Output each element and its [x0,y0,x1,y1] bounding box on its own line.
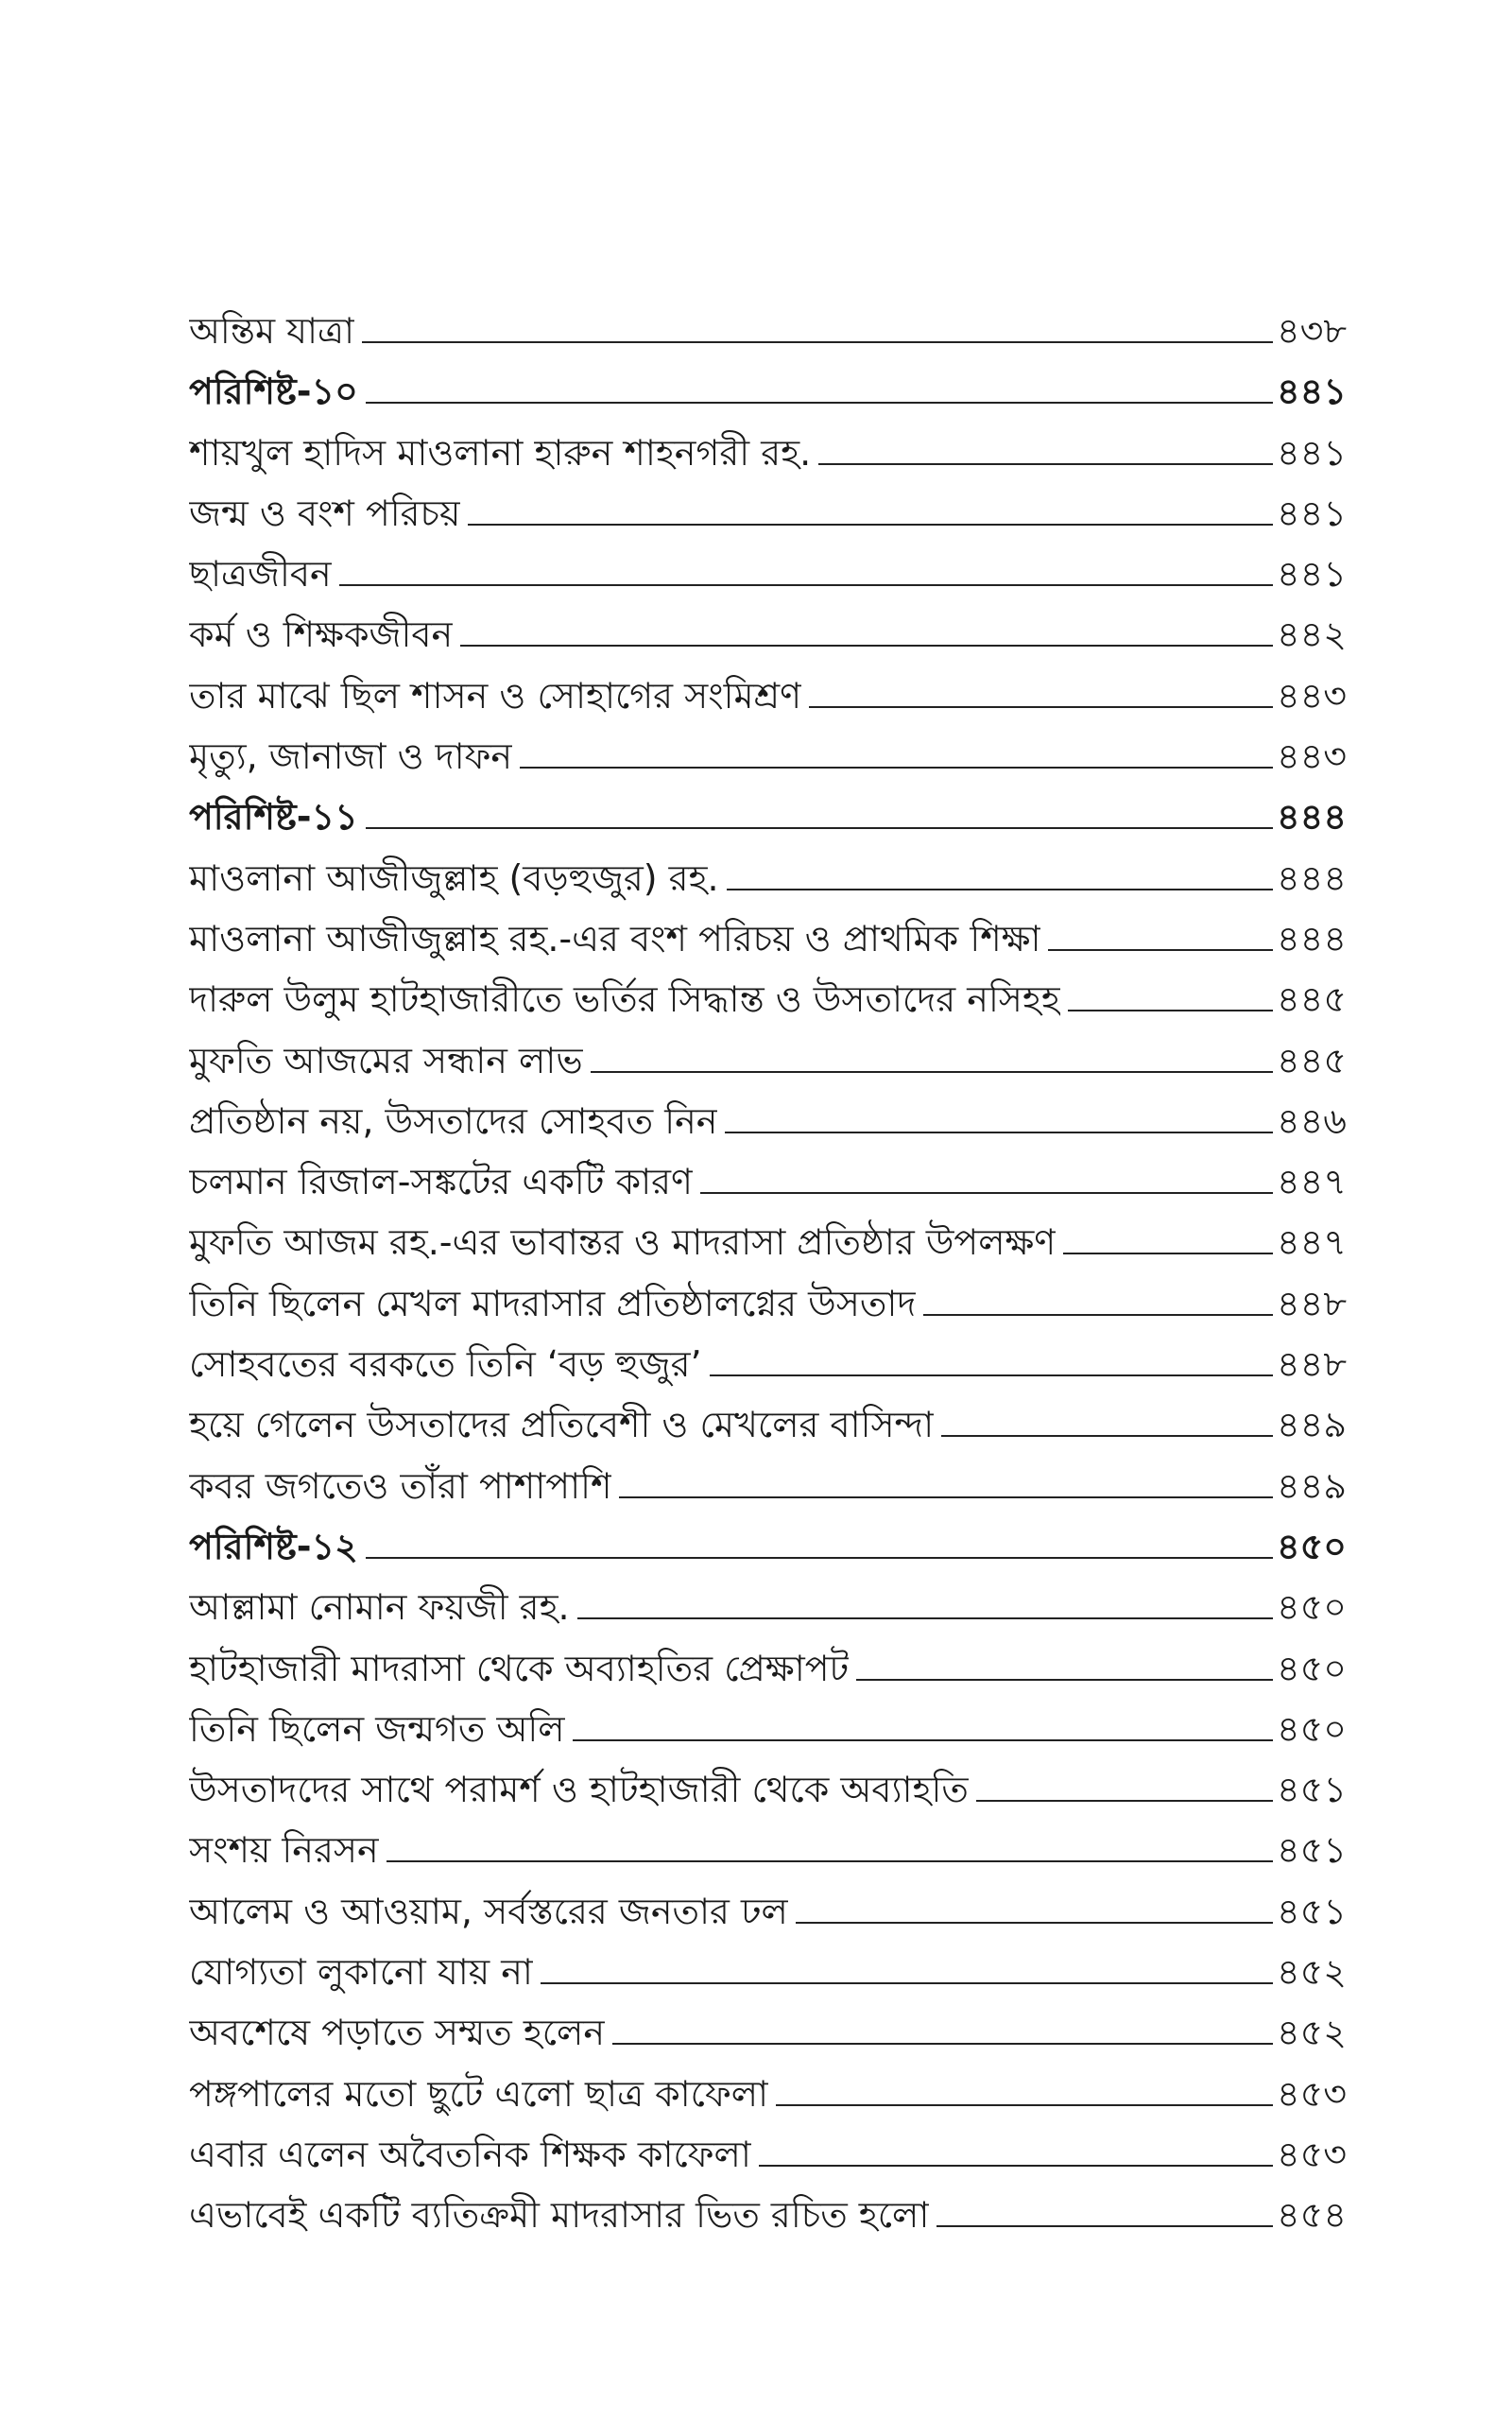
toc-entry-page: ৪৪৫ [1277,1039,1347,1081]
toc-entry-title: দারুল উলুম হাটহাজারীতে ভর্তির সিদ্ধান্ত ও উসতাদের নসিহহ [189,978,1060,1021]
toc-entry-title: কর্ম ও শিক্ষকজীবন [189,614,454,656]
toc-entry-title: পরিশিষ্ট-১০ [189,371,358,413]
leader-line [468,524,1273,526]
toc-section-heading[interactable] [189,1516,1347,1577]
toc-entry-page: ৪৪১ [1277,431,1347,474]
toc-entry-title: তার মাঝে ছিল শাসন ও সোহাগের সংমিশ্রণ [189,674,802,717]
toc-entry-title: এভাবেই একটি ব্যতিক্রমী মাদরাসার ভিত রচিত হলো [189,2194,930,2237]
leader-line [366,1557,1273,1559]
leader-line [936,2225,1273,2227]
toc-entry-title: অন্তিম যাত্রা [189,310,354,352]
toc-entry-title: মুফতি আজমের সন্ধান লাভ [189,1039,583,1081]
toc-entry[interactable] [189,2064,1347,2124]
toc-entry-page: ৪৪৫ [1277,978,1347,1021]
toc-entry-title: মৃত্যু, জানাজা ও দাফন [189,735,513,778]
toc-entry-title: মাওলানা আজীজুল্লাহ রহ.-এর বংশ পরিচয় ও প্রাথমিক শিক্ষা [189,917,1041,959]
toc-entry-page: ৪৪৯ [1277,1464,1347,1507]
toc-entry-page: ৪৫৩ [1276,2072,1347,2115]
toc-entry-title: উসতাদদের সাথে পরামর্শ ও হাটহাজারী থেকে অব্যাহতি [189,1769,969,1811]
toc-entry-page: ৪৪১ [1277,553,1347,596]
toc-entry[interactable] [189,483,1347,544]
leader-line [941,1435,1273,1437]
toc-entry-title: সোহবতের বরকতে তিনি ‘বড় হুজুর’ [189,1343,702,1386]
leader-line [1048,949,1273,951]
leader-line [809,706,1273,708]
toc-entry-page: ৪৫১ [1277,1829,1347,1872]
toc-entry[interactable] [189,1273,1347,1334]
toc-entry-page: ৪৫০ [1276,1707,1347,1750]
leader-line [577,1617,1273,1619]
toc-entry-page: ৪৪৩ [1276,735,1347,778]
toc-entry[interactable] [189,1394,1347,1455]
toc-entry-title: পরিশিষ্ট-১২ [189,1525,358,1567]
leader-line [976,1800,1273,1802]
toc-entry[interactable] [189,2124,1347,2185]
toc-entry-title: যোগ্যতা লুকানো যায় না [189,1951,533,1994]
toc-entry[interactable] [189,1151,1347,1212]
leader-line [725,1132,1273,1133]
toc-entry-page: ৪৫০ [1276,1586,1347,1629]
leader-line [520,767,1273,769]
toc-entry[interactable] [189,1881,1347,1942]
toc-entry-title: আল্লামা নোমান ফয়জী রহ. [189,1586,570,1629]
leader-line [460,645,1273,647]
toc-entry-page: ৪৫২ [1276,1951,1347,1994]
leader-line [573,1739,1273,1741]
toc-entry[interactable] [189,2185,1347,2245]
leader-line [366,827,1273,829]
toc-entry-page: ৪৫০ [1276,1647,1347,1689]
toc-entry[interactable] [189,1759,1347,1820]
toc-entry-page: ৪৪৬ [1276,1099,1347,1142]
leader-line [366,402,1273,404]
toc-section-heading[interactable] [189,786,1347,847]
toc-entry[interactable] [189,848,1347,908]
leader-line [339,584,1273,586]
leader-line [1068,1010,1273,1011]
toc-entry-page: ৪৫৩ [1276,2133,1347,2175]
toc-entry-title: এবার এলেন অবৈতনিক শিক্ষক কাফেলা [189,2133,751,2175]
toc-entry-page: ৪৫১ [1277,1769,1347,1811]
toc-entry-title: তিনি ছিলেন জন্মগত অলি [189,1707,565,1750]
toc-entry[interactable] [189,544,1347,604]
leader-line [727,889,1273,890]
toc-entry-title: মুফতি আজম রহ.-এর ভাবান্তর ও মাদরাসা প্রতিষ্ঠার উপলক্ষণ [189,1221,1057,1264]
leader-line [818,463,1273,465]
toc-entry-title: হয়ে গেলেন উসতাদের প্রতিবেশী ও মেখলের বাসিন্দা [189,1404,935,1446]
toc-entry[interactable] [189,423,1347,483]
toc-entry[interactable] [189,908,1347,969]
toc-entry[interactable] [189,604,1347,665]
toc-entry[interactable] [189,1638,1347,1699]
toc-entry-page: ৪৪৪ [1277,917,1347,959]
toc-entry-title: জন্ম ও বংশ পরিচয় [189,492,461,534]
toc-entry[interactable] [189,1942,1347,2002]
toc-entry-title: তিনি ছিলেন মেখল মাদরাসার প্রতিষ্ঠালগ্নের উসতাদ [189,1282,917,1324]
toc-entry-title: কবর জগতেও তাঁরা পাশাপাশি [189,1464,612,1507]
toc-entry[interactable] [189,301,1347,361]
toc-entry-title: প্রতিষ্ঠান নয়, উসতাদের সোহবত নিন [189,1099,718,1142]
toc-entry-title: আলেম ও আওয়াম, সর্বস্তরের জনতার ঢল [189,1890,788,1932]
toc-entry[interactable] [189,1820,1347,1880]
toc-entry-title: পঙ্গপালের মতো ছুটে এলো ছাত্র কাফেলা [189,2072,769,2115]
leader-line [776,2104,1273,2106]
toc-entry-title: পরিশিষ্ট-১১ [189,796,358,838]
toc-entry[interactable] [189,1699,1347,1759]
toc-entry[interactable] [189,1030,1347,1091]
leader-line [387,1860,1273,1862]
toc-entry[interactable] [189,666,1347,726]
toc-entry-page: ৪৪৭ [1276,1161,1347,1203]
toc-entry[interactable] [189,1334,1347,1394]
toc-entry-page: ৪৫০ [1276,1525,1347,1567]
toc-entry-page: ৪৪৯ [1277,1404,1347,1446]
leader-line [759,2165,1273,2167]
leader-line [796,1922,1273,1924]
toc-entry-title: হাটহাজারী মাদরাসা থেকে অব্যাহতির প্রেক্ষাপট [189,1647,850,1689]
table-of-contents [189,301,1347,2246]
leader-line [619,1496,1273,1498]
leader-line [856,1679,1273,1681]
toc-entry[interactable] [189,726,1347,786]
toc-entry-page: ৪৪১ [1277,492,1347,534]
toc-entry[interactable] [189,1456,1347,1516]
toc-entry-title: ছাত্রজীবন [189,553,332,596]
leader-line [710,1374,1273,1376]
toc-entry-title: মাওলানা আজীজুল্লাহ (বড়হুজুর) রহ. [189,856,719,899]
toc-entry[interactable] [189,1212,1347,1272]
toc-entry[interactable] [189,969,1347,1029]
toc-entry-page: ৪৪১ [1277,371,1347,413]
toc-entry-page: ৪৫২ [1276,2012,1347,2054]
toc-entry-page: ৪৫৪ [1277,2194,1347,2237]
leader-line [612,2043,1273,2045]
toc-entry-title: শায়খুল হাদিস মাওলানা হারুন শাহনগরী রহ. [189,431,812,474]
toc-entry-page: ৪৪৮ [1277,1282,1347,1324]
toc-section-heading[interactable] [189,361,1347,422]
toc-entry-page: ৪৪৭ [1276,1221,1347,1264]
toc-entry[interactable] [189,2002,1347,2063]
leader-line [923,1314,1273,1316]
toc-entry-page: ৪৪৩ [1276,674,1347,717]
leader-line [362,341,1273,343]
leader-line [700,1192,1273,1194]
toc-entry-page: ৪৪৪ [1277,796,1347,838]
toc-entry[interactable] [189,1577,1347,1637]
toc-entry-title: চলমান রিজাল-সঙ্কটের একটি কারণ [189,1161,693,1203]
toc-entry-title: অবশেষে পড়াতে সম্মত হলেন [189,2012,606,2054]
toc-entry-page: ৪৫১ [1277,1890,1347,1932]
leader-line [591,1071,1273,1073]
toc-entry-page: ৪৪৮ [1277,1343,1347,1386]
toc-entry-title: সংশয় নিরসন [189,1829,379,1872]
leader-line [1063,1253,1273,1254]
leader-line [541,1982,1273,1984]
toc-entry-page: ৪৪৪ [1277,856,1347,899]
toc-entry[interactable] [189,1091,1347,1151]
toc-entry-page: ৪৪২ [1276,614,1347,656]
toc-entry-page: ৪৩৮ [1276,310,1347,352]
